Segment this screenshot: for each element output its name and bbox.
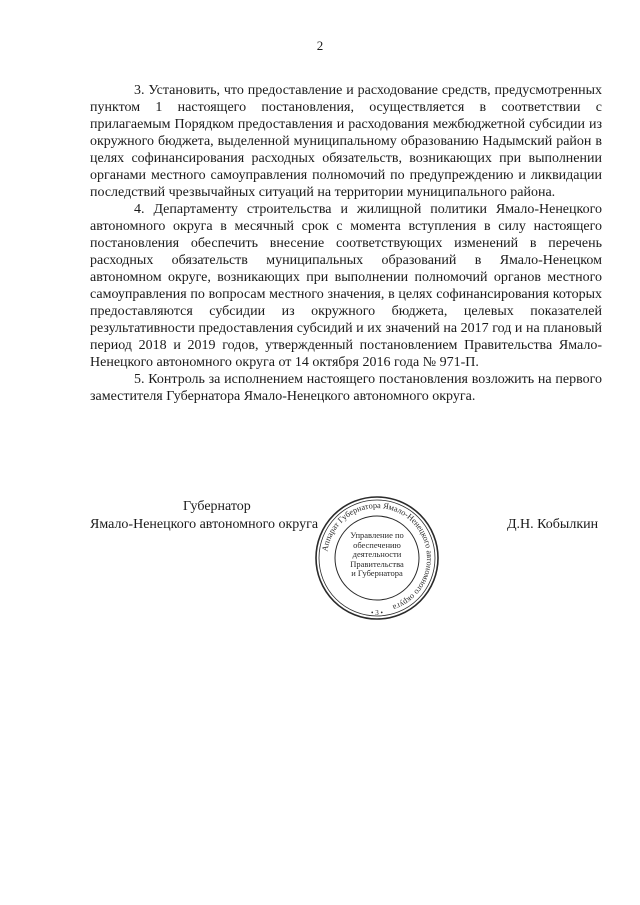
official-seal: [313, 494, 441, 622]
paragraph-5: 5. Контроль за исполнением настоящего постановления возложить на первого заместителя Губернатора Ямало-Ненецкого автономного округа.: [90, 372, 602, 404]
paragraph-3: 3. Установить, что предоставление и расходование средств, предусмотренных пунктом 1 настоящего постановления, осуществляется в соответствии с прилагаемым Порядком предоставления и расходования межбюджетной субсидии из окружного бюджета, выделенной муниципальному образованию Надымский район в целях софинансирования расходных обязательств, возникающих при выполнении органами местного самоуправления полномочий по предупреждению и ликвидации последствий чрезвычайных ситуаций на территории муниципального района.: [90, 83, 602, 200]
seal-center-line: обеспечению: [353, 539, 401, 550]
seal-ring-text: Аппарат Губернатора Ямало-Ненецкого автономного округа: [320, 500, 435, 613]
seal-center-line: и Губернатора: [351, 568, 403, 578]
signatory-organization: Ямало-Ненецкого автономного округа: [90, 517, 319, 532]
signatory-title: Губернатор: [183, 499, 251, 514]
seal-center-text: [335, 531, 419, 579]
seal-center-line: Правительства: [350, 558, 404, 569]
seal-center-line: Управление по: [350, 530, 404, 540]
signatory-name: Д.Н. Кобылкин: [507, 517, 599, 532]
seal-center-line: деятельности: [352, 549, 402, 559]
signature-block: [0, 494, 640, 624]
seal-bottom-mark: • 3 •: [371, 609, 383, 617]
paragraph-4: 4. Департаменту строительства и жилищной политики Ямало-Ненецкого автономного округа в месячный срок с момента вступления в силу настоящего постановления обеспечить внесение соответствующих изменений в перечень расходных обязательств муниципальных образований в Ямало-Ненецком автономном округе, возникающих при выполнении полномочий органов местного самоуправления по вопросам местного значения, в целях софинансирования которых предоставляются субсидии из окружного бюджета, целевых показателей результативности предоставления субсидий и их значений на 2017 год и на плановый период 2018 и 2019 годов, утвержденный постановлением Правительства Ямало-Ненецкого автономного округа от 14 октября 2016 года № 971-П.: [90, 202, 602, 370]
document-body: [90, 82, 602, 405]
page-number: 2: [316, 38, 324, 53]
